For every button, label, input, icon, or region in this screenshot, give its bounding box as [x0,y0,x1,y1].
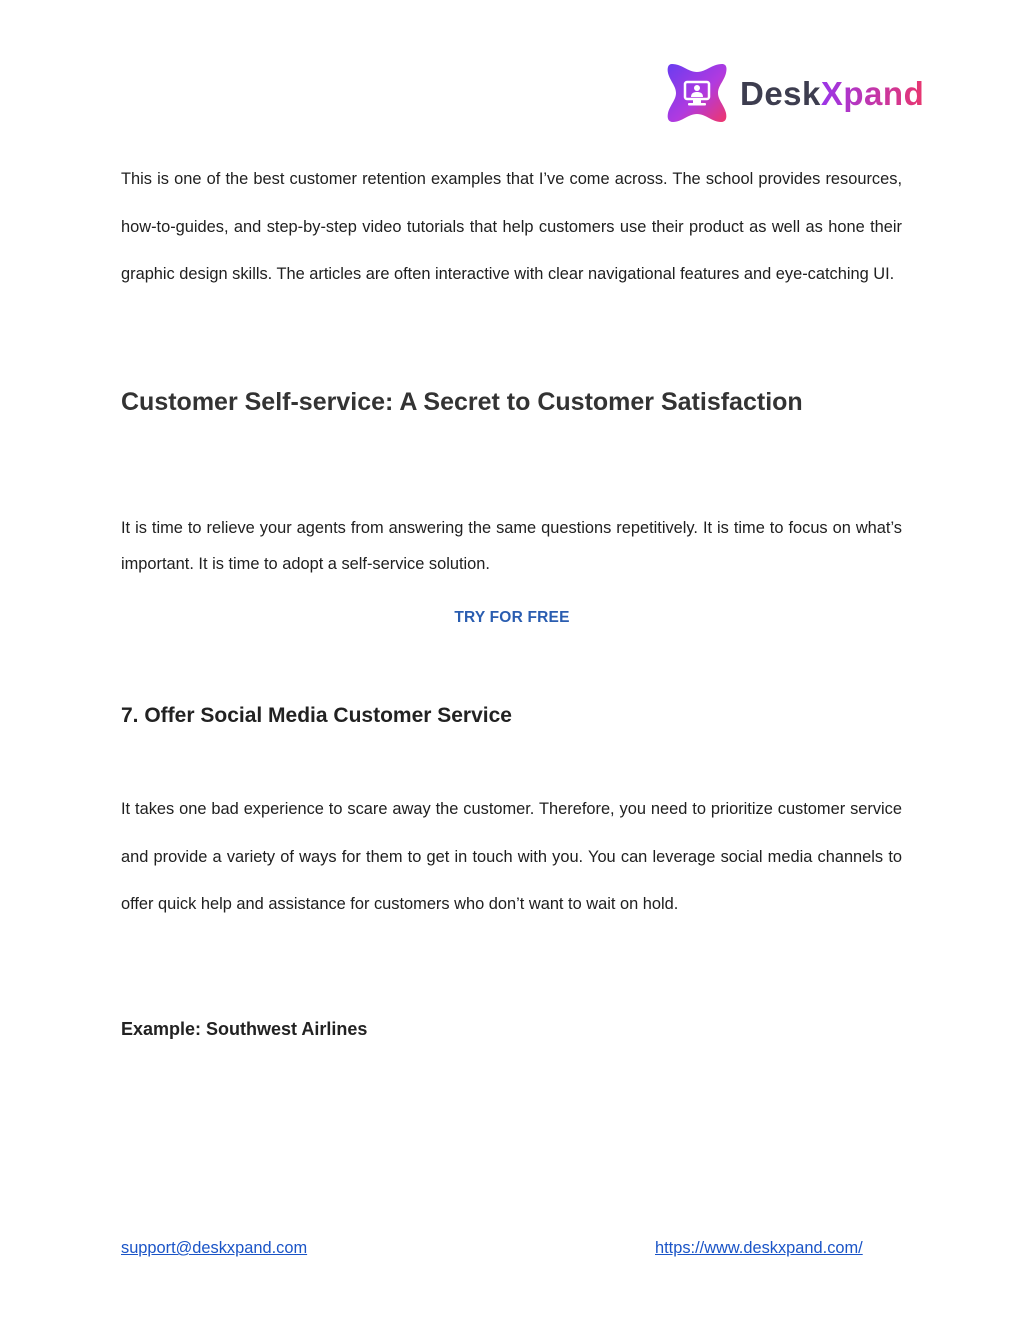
website-link[interactable]: https://www.deskxpand.com/ [655,1239,863,1257]
brand-wordmark [740,74,925,112]
brand-name-xpand: Xpand [820,74,925,112]
self-service-body: It is time to relieve your agents from answering the same questions repetitively. It is time to focus on what’s important. It is time to adopt a self-service solution. [121,519,902,573]
brand-name-desk: Desk [740,74,821,112]
section7-body: It takes one bad experience to scare away the customer. Therefore, you need to prioritize customer service and provide a variety of ways for them to get in touch with you. You can leverage social media channels to offer quick help and assistance for customers who don’t want to wait on hold. [121,800,902,914]
section7-heading: 7. Offer Social Media Customer Service [121,704,512,727]
deskxpand-logo-icon [664,60,730,126]
self-service-heading: Customer Self-service: A Secret to Customer Satisfaction [121,388,803,416]
example-heading: Example: Southwest Airlines [121,1019,368,1039]
support-email-link[interactable]: support@deskxpand.com [121,1239,308,1257]
brand-logo [664,60,924,126]
try-for-free-link[interactable]: TRY FOR FREE [454,609,570,626]
intro-paragraph: This is one of the best customer retention examples that I’ve come across. The school provides resources, how-to-guides, and step-by-step video tutorials that help customers use their product as well as hone their graphic design skills. The articles are often interactive with clear navigational features and eye-catching UI. [121,170,902,284]
